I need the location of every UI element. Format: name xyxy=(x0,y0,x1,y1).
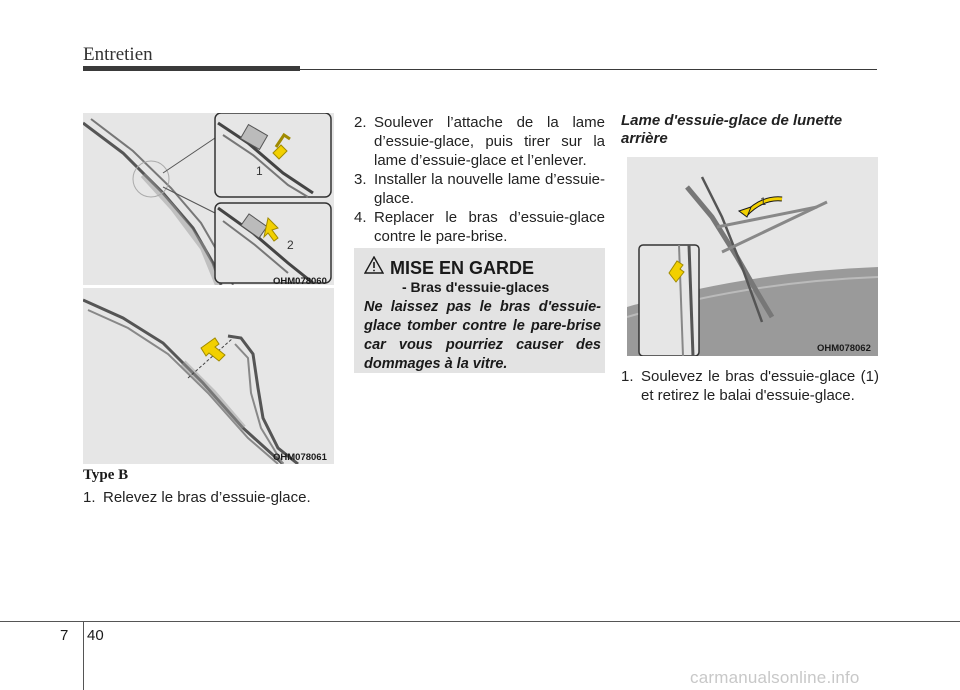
step-number: 1. xyxy=(621,368,634,385)
step-text: Soulevez le bras d'essuie-glace (1) et retirez le balai d'essuie-glace. xyxy=(641,368,879,404)
figure-code: OHM078061 xyxy=(273,452,327,463)
step-middle-3 xyxy=(354,170,605,208)
step-right-1 xyxy=(621,367,879,405)
watermark: carmanualsonline.info xyxy=(690,668,860,687)
caution-title: MISE EN GARDE xyxy=(390,258,535,278)
wiper-blade-illustration xyxy=(83,113,334,285)
step-number: 3. xyxy=(354,171,367,188)
footer-rule xyxy=(0,621,960,622)
callout-1: 1 xyxy=(760,196,767,208)
step-middle-2 xyxy=(354,113,605,170)
step-number: 1. xyxy=(83,489,96,506)
header-rule-thick xyxy=(83,66,300,71)
section-title-rear-wiper: Lame d'essuie-glace de lunette arrière xyxy=(621,112,843,147)
caution-subtitle: - Bras d'essuie-glaces xyxy=(402,279,550,295)
page-number: 40 xyxy=(87,627,104,644)
step-number: 2. xyxy=(354,114,367,131)
step-text: Replacer le bras d’essuie-glace contre le pare-brise. xyxy=(374,209,605,245)
step-text: Relevez le bras d’essuie-glace. xyxy=(103,489,311,506)
page-header-title: Entretien xyxy=(83,44,153,65)
figure-rear-wiper xyxy=(627,157,878,356)
figure-wiper-arm-raised xyxy=(83,288,334,464)
type-label: Type B xyxy=(83,467,129,483)
chapter-number: 7 xyxy=(60,627,69,644)
caution-body: Ne laissez pas le bras d'essuie-glace tomber contre le pare-brise car vous pourriez causer des dommages à la vitre. xyxy=(364,299,601,372)
step-left-1 xyxy=(83,488,334,507)
figure-code: OHM078060 xyxy=(273,276,327,285)
step-text: Installer la nouvelle lame d’essuie-glace. xyxy=(374,171,605,207)
caution-box xyxy=(354,248,605,373)
warning-triangle-icon xyxy=(364,256,384,274)
step-text: Soulever l’attache de la lame d’essuie-glace, puis tirer sur la lame d’essuie-glace et l’enlever. xyxy=(374,114,605,169)
figure-wiper-blade-detail xyxy=(83,113,334,285)
header-rule-thin xyxy=(300,69,877,70)
callout-2: 2 xyxy=(287,238,294,252)
rear-wiper-illustration xyxy=(627,157,878,356)
footer-vertical-rule xyxy=(83,621,84,690)
step-middle-4 xyxy=(354,208,605,246)
callout-1: 1 xyxy=(256,164,263,178)
wiper-arm-illustration xyxy=(83,288,334,464)
step-number: 4. xyxy=(354,209,367,226)
figure-code: OHM078062 xyxy=(817,343,871,354)
